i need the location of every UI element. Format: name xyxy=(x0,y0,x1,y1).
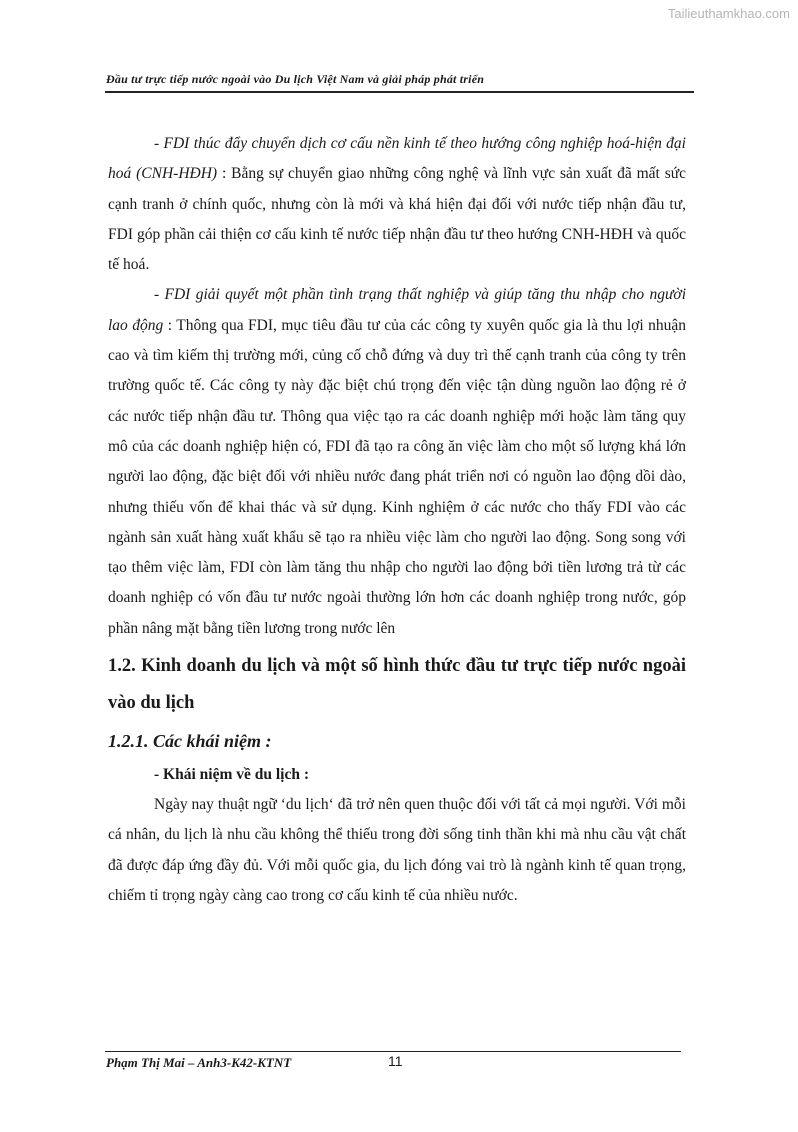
subsection-heading: 1.2.1. Các khái niệm : xyxy=(108,731,272,752)
paragraph-lead-italic: - FDI thúc đẩy chuyển dịch cơ cấu nền kinh tế theo hướng công nghiệp hoá-hiện đại hoá (CNH-HĐH) xyxy=(108,135,686,183)
page-body xyxy=(108,129,686,911)
paragraph-tourism-concept: Ngày nay thuật ngữ ‘du lịch‘ đã trở nên quen thuộc đối với tất cả mọi người. Với mỗi cá nhân, du lịch là nhu cầu không thể thiếu trong đời sống tinh thần khi mà nhu cầu vật chất đã được đáp ứng đầy đủ. Với mỗi quốc gia, du lịch đóng vai trò là ngành kinh tế quan trọng, chiếm tỉ trọng ngày càng cao trong cơ cấu kinh tế của nhiều nước. xyxy=(108,796,686,904)
watermark-text: Tailieuthamkhao.com xyxy=(667,6,790,21)
footer-author: Phạm Thị Mai – Anh3-K42-KTNT xyxy=(106,1055,292,1070)
header-divider xyxy=(105,91,694,93)
paragraph-fdi-restructuring xyxy=(108,129,686,280)
paragraph-lead-italic: - FDI giải quyết một phần tình trạng thất nghiệp và giúp tăng thu nhập cho người lao động xyxy=(108,286,686,334)
page-number: 11 xyxy=(388,1053,403,1069)
running-header-title: Đầu tư trực tiếp nước ngoài vào Du lịch Việt Nam và giải pháp phát triển xyxy=(106,72,485,86)
paragraph-text: : Thông qua FDI, mục tiêu đầu tư của các công ty xuyên quốc gia là thu lợi nhuận cao và tìm kiếm thị trường mới, củng cố chỗ đứng và duy trì thế cạnh tranh của công ty trên trường quốc tế. Các công ty này đặc biệt chú trọng đến việc tận dùng nguồn lao động rẻ ở các nước tiếp nhận đầu tư. Thông qua việc tạo ra các doanh nghiệp mới hoặc làm tăng quy mô của các doanh nghiệp hiện có, FDI đã tạo ra công ăn việc làm cho một số lượng khá lớn người lao động, đặc biệt đối với nhiều nước đang phát triển nơi có nguồn lao động dồi dào, nhưng thiếu vốn để khai thác và sử dụng. Kinh nghiệm ở các nước cho thấy FDI vào các ngành sản xuất hàng xuất khẩu sẽ tạo ra nhiều việc làm cho người lao động. Song song với tạo thêm việc làm, FDI còn làm tăng thu nhập cho người lao động bởi tiền lương trả từ các doanh nghiệp có vốn đầu tư nước ngoài thường lớn hơn các doanh nghiệp trong nước, góp phần nâng mặt bằng tiền lương trong nước lên xyxy=(108,316,686,637)
paragraph-text: : Bằng sự chuyển giao những công nghệ và lĩnh vực sản xuất đã mất sức cạnh tranh ở chính quốc, nhưng còn là mới và khá hiện đại đối với nước tiếp nhận đầu tư, FDI góp phần cải thiện cơ cấu kinh tế nước tiếp nhận đầu tư theo hướng CNH-HĐH và quốc tế hoá. xyxy=(108,165,687,274)
section-heading: 1.2. Kinh doanh du lịch và một số hình thức đầu tư trực tiếp nước ngoài vào du lịch xyxy=(108,656,686,714)
footer-divider xyxy=(105,1051,681,1052)
sub-subheading: - Khái niệm về du lịch : xyxy=(154,766,310,784)
paragraph-fdi-employment xyxy=(108,280,686,644)
